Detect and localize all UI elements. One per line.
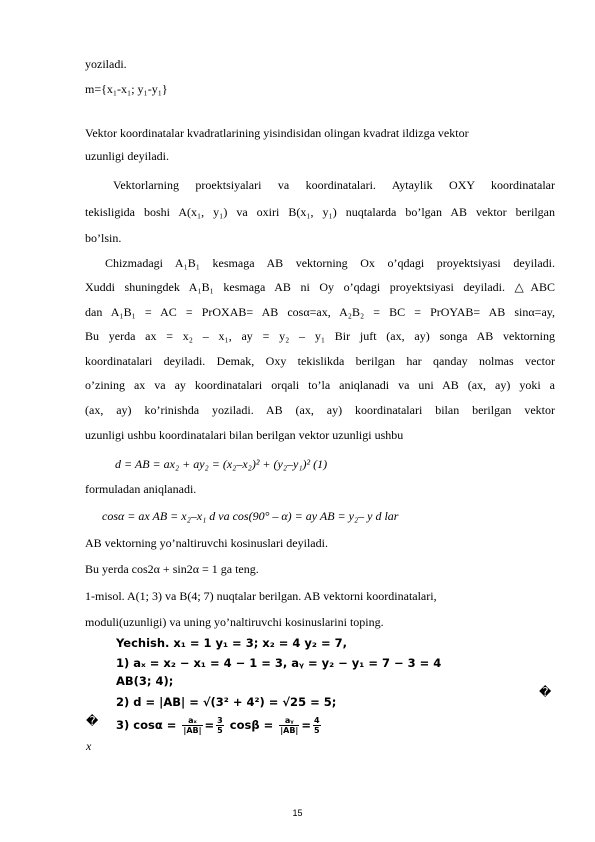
solution-line: Yechish. x₁ = 1 y₁ = 3; x₂ = 4 y₂ = 7, — [116, 636, 347, 650]
text-line: Bu yerda cos2α + sin2α = 1 ga teng. — [85, 562, 259, 576]
text-line: dan A₁B₁ = AC = PrOXAB= AB cosα=ax, A₂B₂ = BC = PrOYAB= AB sinα=ay, — [85, 305, 555, 319]
text-line: o’zining ax va ay koordinatalari orqali to’la aniqlanadi va uni AB (ax, ay) yoki a — [85, 378, 555, 392]
replacement-glyph-icon: � — [86, 714, 99, 728]
text-line: (ax, ay) ko’rinishda yoziladi. AB (ax, ay) koordinatalari bilan berilgan vektor — [85, 403, 555, 417]
stray-x-glyph: x — [86, 739, 92, 753]
text-line: Vektorlarning proektsiyalari va koordinatalari. Aytaylik OXY koordinatalar — [113, 178, 555, 192]
fraction-numerator: aₓ — [182, 716, 202, 726]
fraction — [182, 716, 202, 735]
fraction — [279, 716, 299, 735]
text-line: uzunligi ushbu koordinatalari bilan berilgan vektor uzunligi ushbu — [85, 428, 404, 442]
formula-line: cosα = ax AB = x₂–x₁ d va cos(90° – α) = ay AB = y₂– y d lar — [102, 509, 399, 523]
solution-line: 2) d = |AB| = √(3² + 4²) = √25 = 5; — [116, 695, 337, 709]
fraction-denominator: |AB| — [183, 726, 202, 735]
cos-beta-label: cosβ = — [229, 718, 274, 732]
text-line: Bu yerda ax = x₂ – x₁, ay = y₂ – y₁ Bir juft (ax, ay) songa AB vektorning — [85, 329, 555, 343]
text-line: 1-misol. A(1; 3) va B(4; 7) nuqtalar berilgan. AB vektorni koordinatalari, — [85, 589, 437, 603]
page-number: 15 — [292, 808, 303, 818]
text-line: uzunligi deyiladi. — [85, 149, 169, 163]
fraction-denominator: 5 — [314, 726, 320, 735]
text-line: tekisligida boshi A(x₁, y₁) va oxiri B(x₁, y₁) nuqtalarda bo’lgan AB vektor berilgan — [85, 205, 555, 219]
solution-line: 1) aₓ = x₂ − x₁ = 4 − 1 = 3, aᵧ = y₂ − y₁ = 7 − 3 = 4 — [116, 656, 442, 670]
text-line: Chizmadagi A₁B₁ kesmaga AB vektorning Ox o’qdagi proyektsiyasi deyiladi. — [105, 256, 555, 270]
fraction — [313, 716, 321, 735]
text-line: koordinatalari deyiladi. Demak, Oxy tekislikda berilgan har qanday nolmas vector — [85, 354, 555, 368]
fraction-numerator: aᵧ — [279, 716, 299, 726]
fraction-numerator: 3 — [217, 716, 223, 725]
text-line: bo’lsin. — [85, 231, 122, 245]
replacement-glyph-icon: � — [539, 685, 552, 699]
cos-alpha-label: 3) cosα = — [116, 718, 177, 732]
equals-sign: = — [204, 718, 215, 732]
text-line: AB vektorning yo’naltiruvchi kosinuslari deyiladi. — [85, 536, 328, 550]
solution-line — [116, 716, 323, 735]
fraction — [216, 716, 224, 735]
text-line: yoziladi. — [85, 57, 127, 71]
solution-line: AB(3; 4); — [116, 674, 174, 688]
text-line: moduli(uzunligi) va uning yo’naltiruvchi kosinuslarini toping. — [85, 615, 384, 629]
fraction-numerator: 4 — [314, 716, 320, 725]
text-line: m={x₁-x₁; y₁-y₁} — [85, 82, 168, 96]
fraction-denominator: 5 — [217, 726, 223, 735]
equals-sign: = — [301, 718, 311, 732]
formula-line: d = AB = ax₂ + ay₂ = (x₂–x₂)² + (y₂–y₁)² (1) — [115, 457, 328, 471]
text-line: formuladan aniqlanadi. — [85, 482, 197, 496]
text-line: Vektor koordinatalar kvadratlarining yisindisidan olingan kvadrat ildizga vektor — [85, 126, 469, 140]
text-line: Xuddi shuningdek A₁B₁ kesmaga AB ni Oy o’qdagi proyektsiyasi deyiladi. △ABC — [85, 280, 555, 294]
fraction-denominator: |AB| — [280, 726, 299, 735]
